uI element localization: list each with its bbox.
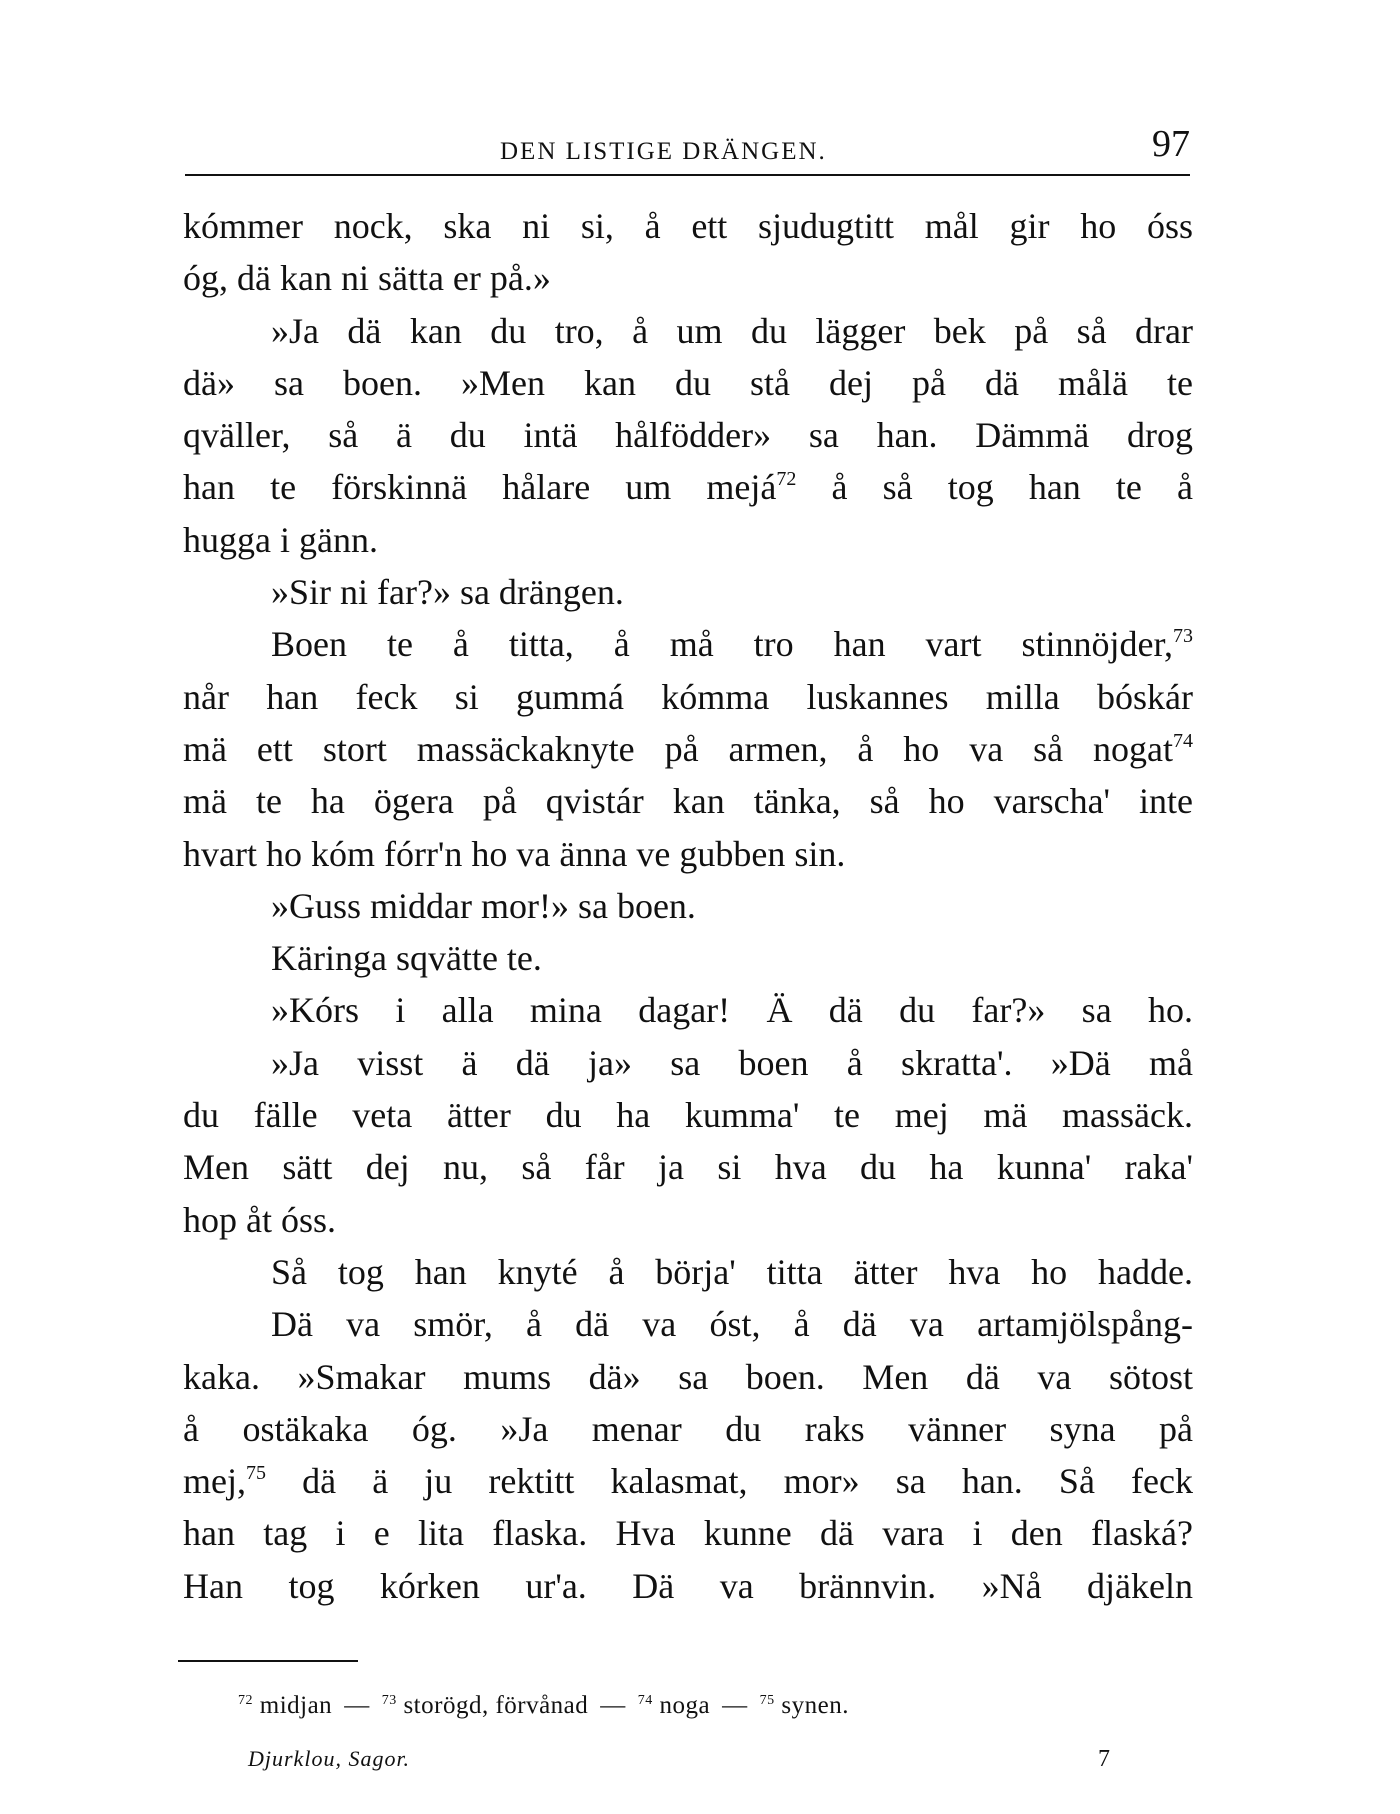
footnote-marker: 74 — [1173, 729, 1193, 752]
text-line: »Ja visst ä dä ja» sa boen å skratta'. »Dä må — [271, 1042, 1193, 1083]
text-line: du fälle veta ätter du ha kumma' te mej mä massäck. — [183, 1095, 1193, 1136]
text-segment: Boen te å titta, å må tro han vart stinnöjder, — [271, 624, 1173, 665]
footnote-text: synen. — [781, 1692, 849, 1719]
text-segment: å så tog han te å — [796, 467, 1193, 508]
signature-sheet-number: 7 — [1098, 1746, 1110, 1772]
text-line: Dä va smör, å dä va óst, å dä va artamjölspång- — [271, 1304, 1193, 1345]
text-line: hugga i gänn. — [183, 519, 378, 560]
text-line: Så tog han knyté å börja' titta ätter hva ho hadde. — [271, 1251, 1193, 1292]
text-line: kaka. »Smakar mums dä» sa boen. Men dä va sötost — [183, 1356, 1193, 1397]
text-segment: han te förskinnä hålare um mejá — [183, 467, 777, 508]
page-number: 97 — [1152, 123, 1190, 165]
signature-mark: Djurklou, Sagor. — [248, 1746, 411, 1771]
text-line: Men sätt dej nu, så får ja si hva du ha kunna' raka' — [183, 1147, 1193, 1188]
text-segment: mej, — [183, 1461, 246, 1502]
text-line — [183, 618, 1193, 670]
text-line: »Guss middar mor!» sa boen. — [271, 885, 696, 926]
footnote-number: 75 — [759, 1693, 775, 1708]
text-line: kómmer nock, ska ni si, å ett sjudugtitt mål gir ho óss — [183, 206, 1193, 246]
text-line — [183, 1455, 1193, 1507]
text-line — [183, 723, 1193, 775]
text-line: Han tog kórken ur'a. Dä va brännvin. »Nå djäkeln — [183, 1565, 1193, 1606]
footnote-item — [638, 1692, 710, 1719]
text-line: hop åt óss. — [183, 1199, 336, 1240]
footnote-number: 72 — [238, 1693, 253, 1708]
footnote-item — [382, 1692, 589, 1719]
footnote-marker: 73 — [1173, 625, 1193, 648]
footnote-marker: 72 — [776, 468, 797, 491]
text-line: qväller, så ä du intä hålfödder» sa han. Dämmä drog — [183, 415, 1193, 456]
running-title: DEN LISTIGE DRÄNGEN. — [500, 138, 827, 165]
footnote-item — [238, 1692, 332, 1719]
footnote-text: midjan — [259, 1692, 333, 1719]
footnote-item — [760, 1692, 849, 1719]
text-line: å ostäkaka óg. »Ja menar du raks vänner syna på — [183, 1408, 1193, 1449]
footnote-rule — [178, 1660, 358, 1662]
footnote-separator: — — [722, 1692, 748, 1719]
text-segment: mä ett stort massäckaknyte på armen, å ho va så nogat — [183, 728, 1173, 769]
page-header — [185, 118, 1190, 168]
text-line — [183, 461, 1193, 513]
footnotes — [238, 1692, 849, 1720]
text-line: »Kórs i alla mina dagar! Ä dä du far?» sa ho. — [271, 990, 1193, 1031]
text-line: han tag i e lita flaska. Hva kunne dä vara i den flaská? — [183, 1513, 1193, 1554]
footnote-separator: — — [600, 1692, 626, 1719]
footnote-number: 73 — [381, 1693, 397, 1708]
footnote-text: storögd, förvånad — [403, 1692, 589, 1719]
text-line: når han feck si gummá kómma luskannes milla bóskár — [183, 676, 1193, 717]
text-line: hvart ho kóm fórr'n ho va änna ve gubben sin. — [183, 833, 846, 874]
footnote-number: 74 — [637, 1693, 653, 1708]
text-line: mä te ha ögera på qvistár kan tänka, så ho varscha' inte — [183, 781, 1193, 822]
header-rule — [185, 174, 1190, 176]
body-text — [183, 200, 1193, 1612]
text-segment: dä ä ju rektitt kalasmat, mor» sa han. Så feck — [265, 1461, 1193, 1502]
text-line: dä» sa boen. »Men kan du stå dej på dä målä te — [183, 362, 1193, 403]
text-line: óg, dä kan ni sätta er på.» — [183, 258, 551, 299]
text-line: »Ja dä kan du tro, å um du lägger bek på så drar — [271, 310, 1193, 351]
footnote-text: noga — [659, 1692, 711, 1719]
text-line: »Sir ni far?» sa drängen. — [271, 572, 624, 613]
footnote-marker: 75 — [245, 1462, 266, 1485]
text-line: Käringa sqvätte te. — [271, 938, 542, 979]
footnote-separator: — — [344, 1692, 370, 1719]
